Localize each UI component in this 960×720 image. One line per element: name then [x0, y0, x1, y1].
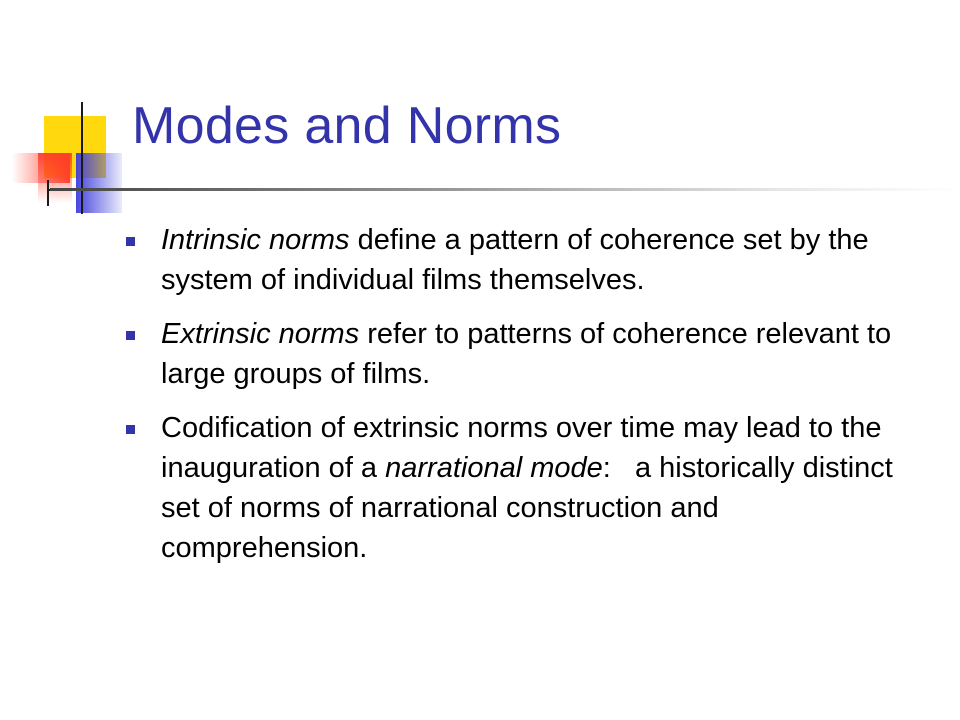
bullet-text: [161, 412, 901, 564]
bullet-item: [126, 408, 926, 568]
bullet-item: [126, 220, 926, 300]
term-intrinsic-norms: Intrinsic norms: [161, 224, 350, 256]
square-bullet-icon: [126, 331, 135, 340]
bullet-item: [126, 314, 926, 394]
bullet-list: [126, 220, 926, 582]
title-divider: [50, 188, 960, 191]
bullet-text-body: : a historically distinct set of norms of narrational construction and comprehension.: [161, 452, 901, 564]
bullet-text: [161, 318, 891, 390]
logo-vertical-line-short: [47, 180, 49, 206]
logo-vertical-line: [81, 102, 83, 214]
term-narrational-mode: narrational mode: [385, 452, 603, 484]
decorative-logo-icon: [0, 90, 140, 220]
term-extrinsic-norms: Extrinsic norms: [161, 318, 360, 350]
bullet-text-body: refer to patterns of coherence relevant to large groups of films.: [161, 318, 892, 390]
slide-title: Modes and Norms: [132, 97, 562, 155]
bullet-text-body: Codification of extrinsic norms over time may lead to the inauguration of a: [161, 412, 882, 484]
logo-red-bar-vertical: [38, 153, 72, 203]
bullet-text-body: define a pattern of coherence set by the system of individual films themselves.: [161, 224, 869, 296]
bullet-text: [161, 224, 869, 296]
square-bullet-icon: [126, 237, 135, 246]
square-bullet-icon: [126, 425, 135, 434]
